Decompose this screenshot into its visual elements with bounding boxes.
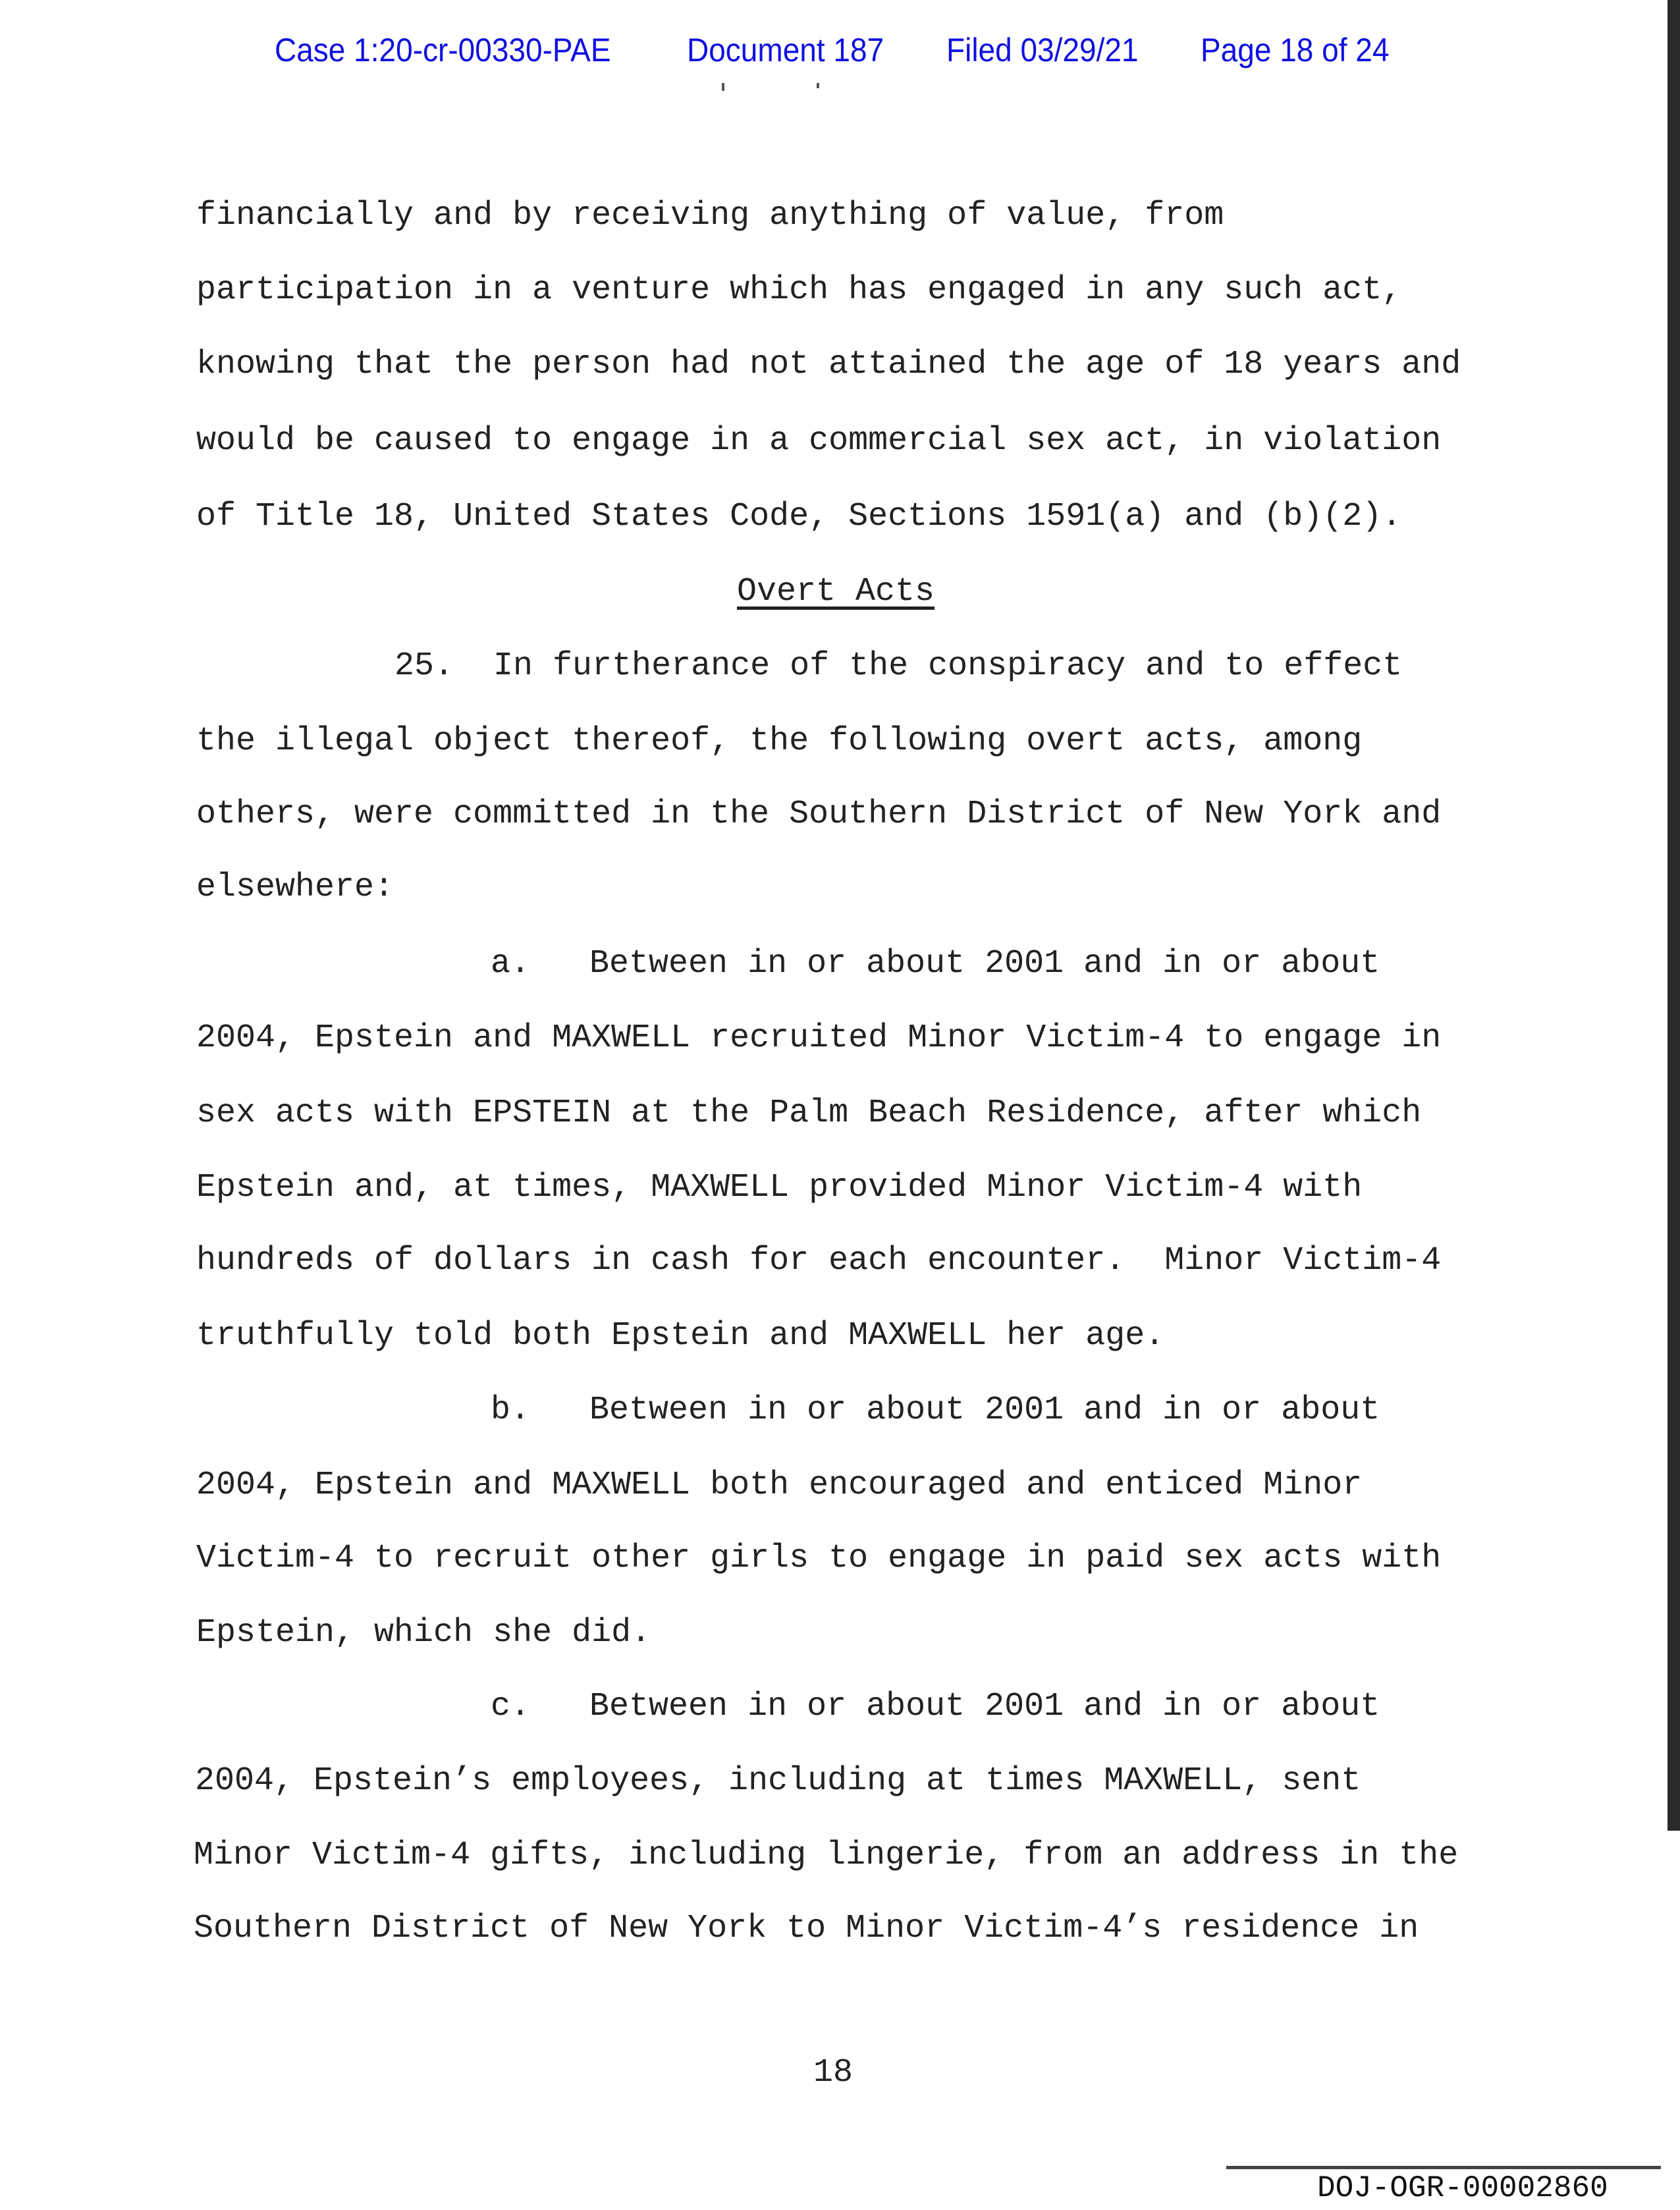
bates-number: DOJ-OGR-00002860 — [1317, 2171, 1608, 2205]
item-a-line: a. Between in or about 2001 and in or about — [491, 945, 1380, 983]
item-b-line: Victim-4 to recruit other girls to engage in paid sex acts with — [196, 1540, 1442, 1577]
body-line: knowing that the person had not attained the age of 18 years and — [196, 346, 1461, 383]
body-line: of Title 18, United States Code, Sections 1591(a) and (b)(2). — [196, 498, 1402, 535]
page-number: 18 — [813, 2054, 854, 2091]
item-c-line: Southern District of New York to Minor Victim-4’s residence in — [194, 1910, 1419, 1947]
scan-speck — [722, 83, 724, 91]
scan-speck — [817, 83, 819, 88]
header-page-count: Page 18 of 24 — [1201, 32, 1390, 68]
item-a-line: Epstein and, at times, MAXWELL provided Minor Victim-4 with — [196, 1169, 1363, 1206]
item-b-line: b. Between in or about 2001 and in or about — [491, 1391, 1380, 1429]
paragraph-25-line: 25. In furtherance of the conspiracy and to effect — [394, 647, 1403, 685]
item-b-line: 2004, Epstein and MAXWELL both encouraged and enticed Minor — [196, 1467, 1363, 1504]
paragraph-25-line: elsewhere: — [196, 869, 394, 906]
item-c-line: Minor Victim-4 gifts, including lingerie, from an address in the — [194, 1837, 1459, 1874]
header-case-number: Case 1:20-cr-00330-PAE — [275, 32, 611, 68]
body-line: would be caused to engage in a commercial sex act, in violation — [196, 422, 1442, 460]
body-line: participation in a venture which has engaged in any such act, — [196, 271, 1402, 309]
scan-edge-bar — [1667, 0, 1680, 1831]
header-document-number: Document 187 — [687, 32, 884, 68]
item-c-line: 2004, Epstein’s employees, including at times MAXWELL, sent — [195, 1762, 1361, 1800]
paragraph-25-line: the illegal object thereof, the following overt acts, among — [196, 722, 1363, 760]
item-a-line: sex acts with EPSTEIN at the Palm Beach Residence, after which — [196, 1094, 1422, 1132]
item-b-line: Epstein, which she did. — [196, 1614, 651, 1652]
item-a-line: 2004, Epstein and MAXWELL recruited Minor Victim-4 to engage in — [196, 1019, 1442, 1057]
item-c-line: c. Between in or about 2001 and in or about — [491, 1688, 1380, 1725]
header-filed-date: Filed 03/29/21 — [946, 32, 1139, 68]
item-a-line: hundreds of dollars in cash for each encounter. Minor Victim-4 — [196, 1242, 1442, 1280]
section-heading-overt-acts: Overt Acts — [737, 573, 935, 610]
body-line: financially and by receiving anything of value, from — [196, 197, 1224, 234]
item-a-line: truthfully told both Epstein and MAXWELL her age. — [196, 1317, 1165, 1355]
paragraph-25-line: others, were committed in the Southern District of New York and — [196, 795, 1442, 833]
